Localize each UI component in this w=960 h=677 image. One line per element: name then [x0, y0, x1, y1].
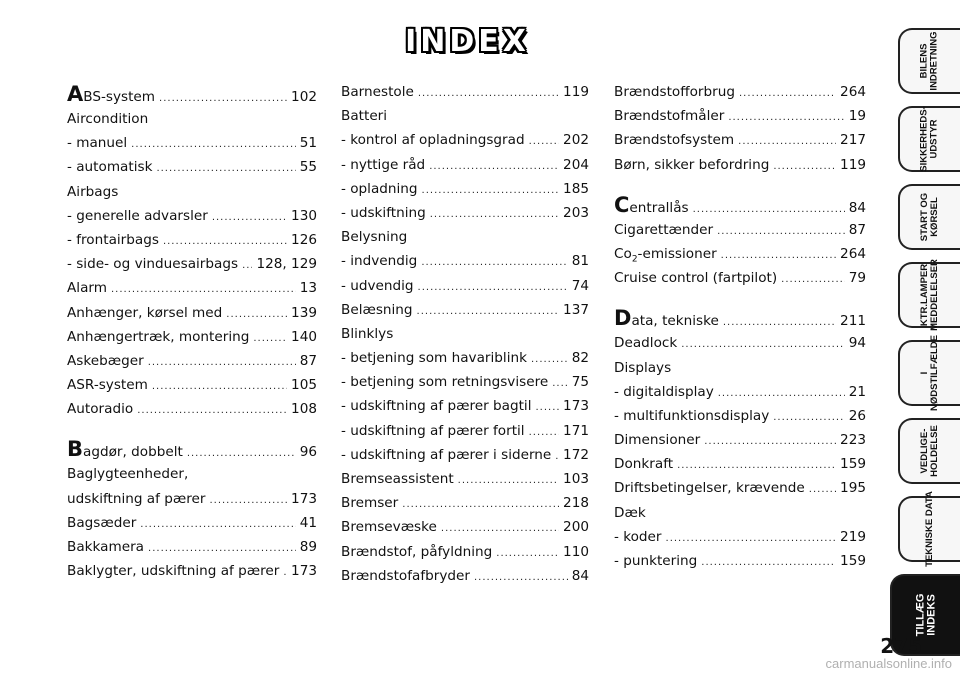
leader-dots — [422, 185, 560, 196]
index-entry-page: 159 — [840, 553, 866, 569]
index-entry-label: Brændstofsystem — [614, 132, 735, 149]
index-entry — [67, 539, 317, 563]
index-entry-label: - generelle advarsler — [67, 207, 208, 224]
leader-dots — [681, 339, 844, 350]
index-entry — [614, 432, 866, 456]
index-entry-page: 87 — [848, 221, 866, 238]
index-entry-label: - nyttige råd — [341, 156, 426, 173]
index-entry-label: Brændstofmåler — [614, 108, 725, 125]
index-entry-label: Belysning — [341, 229, 408, 246]
leader-dots — [738, 136, 836, 147]
index-entry-label: Børn, sikker befordring — [614, 156, 770, 173]
index-entry-label: - automatisk — [67, 159, 153, 176]
index-entry-label: - kontrol af opladningsgrad — [341, 132, 525, 149]
index-entry — [614, 270, 866, 294]
index-entry — [614, 222, 866, 246]
index-entry-page: 103 — [563, 471, 589, 487]
index-entry-label: - udskiftning — [341, 204, 426, 221]
leader-dots — [417, 306, 560, 317]
index-entry — [341, 326, 589, 350]
leader-dots — [474, 572, 568, 583]
index-entry — [614, 192, 866, 222]
index-entry-label: - digitaldisplay — [614, 383, 714, 400]
leader-dots — [704, 436, 836, 447]
index-entry-label: Anhænger, kørsel med — [67, 304, 223, 321]
index-entry — [341, 278, 589, 302]
leader-dots — [693, 204, 845, 215]
leader-dots — [552, 378, 567, 389]
index-entry-page: 218 — [563, 495, 589, 512]
index-entry-label: - punktering — [614, 553, 698, 569]
index-entry-page: 223 — [840, 432, 866, 449]
index-entry-label: udskiftning af pærer — [67, 490, 206, 507]
index-entry — [614, 132, 866, 156]
index-entry-label: Baklygter, udskiftning af pærer — [67, 563, 280, 580]
index-entry — [67, 305, 317, 329]
tab-label: VEDLIGE- HOLDELSE — [918, 425, 940, 477]
index-entry-page: 26 — [848, 407, 866, 424]
index-entry — [614, 360, 866, 384]
index-entry-page: 171 — [563, 422, 589, 439]
index-entry-label: - betjening som retningsvisere — [341, 374, 549, 391]
index-entry-label: Donkraft — [614, 456, 674, 473]
index-entry-page: 87 — [299, 352, 317, 369]
index-column-3 — [614, 84, 866, 577]
index-entry — [67, 563, 317, 587]
index-entry — [614, 84, 866, 108]
leader-dots — [209, 495, 287, 506]
index-entry — [614, 553, 866, 577]
index-entry-label: - udvendig — [341, 277, 414, 294]
tab-label: SIKKERHEDS- UDSTYR — [919, 106, 941, 172]
index-entry-label: Belæsning — [341, 301, 413, 318]
index-entry-label: - indvendig — [341, 253, 418, 270]
index-entry-page: 75 — [571, 374, 589, 391]
tab-kontrollamper[interactable] — [898, 259, 960, 331]
index-entry-label: Baglygteenheder, — [67, 466, 189, 483]
leader-dots — [159, 93, 287, 104]
leader-dots — [458, 475, 559, 486]
index-entry-page: 173 — [291, 490, 317, 507]
leader-dots — [148, 357, 296, 368]
leader-dots — [781, 274, 845, 285]
index-entry-label: Alarm — [67, 280, 107, 297]
index-entry — [341, 398, 589, 422]
leader-dots — [529, 427, 559, 438]
index-entry-label: - udskiftning af pærer i siderne — [341, 446, 552, 463]
tab-label: BILENS INDRETNING — [919, 31, 940, 91]
index-entry-label: Brændstofforbrug — [614, 84, 735, 100]
leader-dots — [242, 260, 252, 271]
index-entry — [341, 374, 589, 398]
leader-dots — [226, 309, 287, 320]
index-entry — [341, 519, 589, 543]
section-initial: A — [67, 82, 84, 106]
index-entry — [67, 184, 317, 208]
leader-dots — [721, 250, 836, 261]
leader-dots — [421, 257, 567, 268]
leader-dots — [739, 88, 836, 99]
index-entry-label: Brændstof, påfyldning — [341, 543, 493, 560]
leader-dots — [402, 499, 559, 510]
leader-dots — [187, 448, 296, 459]
index-entry — [67, 256, 317, 280]
index-entry — [67, 515, 317, 539]
tab-label: TEKNISKE DATA — [924, 491, 935, 567]
index-entry-label: Airbags — [67, 183, 119, 200]
index-entry-page: 195 — [840, 480, 866, 497]
index-entry — [614, 505, 866, 529]
index-entry — [341, 568, 589, 592]
tab-vedligeholdelse[interactable] — [898, 418, 960, 484]
index-entry-page: 51 — [299, 135, 317, 152]
leader-dots — [148, 543, 296, 554]
index-entry-page: 84 — [571, 567, 589, 584]
leader-dots — [555, 451, 559, 462]
index-entry-page: 140 — [291, 328, 317, 345]
index-entry — [341, 423, 589, 447]
leader-dots — [418, 88, 559, 99]
index-entry-page: 264 — [840, 245, 866, 262]
index-entry — [67, 280, 317, 304]
leader-dots — [253, 333, 287, 344]
leader-dots — [773, 412, 844, 423]
index-entry — [614, 384, 866, 408]
index-entry — [614, 480, 866, 504]
section-gap — [614, 294, 866, 308]
page-number: 275 — [880, 634, 922, 658]
index-entry-page: 130 — [291, 207, 317, 224]
index-entry-page: 159 — [840, 456, 866, 473]
section-gap — [614, 181, 866, 195]
leader-dots — [429, 161, 559, 172]
index-entry — [67, 159, 317, 183]
index-entry — [341, 253, 589, 277]
index-entry-page: 126 — [291, 231, 317, 248]
index-column-2 — [341, 84, 589, 592]
index-entry-page: 264 — [840, 84, 866, 100]
leader-dots — [441, 523, 559, 534]
index-entry — [341, 205, 589, 229]
index-entry-label: - udskiftning af pærer fortil — [341, 422, 525, 439]
index-entry-page: 13 — [299, 280, 317, 297]
index-entry — [614, 529, 866, 553]
index-entry — [614, 456, 866, 480]
index-entry-label: Driftsbetingelser, krævende — [614, 480, 805, 497]
index-entry-label: Cruise control (fartpilot) — [614, 270, 778, 287]
index-entry-page: 119 — [563, 84, 589, 100]
leader-dots — [283, 567, 287, 578]
tab-label: I NØDSTILFÆLDE — [919, 335, 940, 411]
index-entry — [341, 495, 589, 519]
index-entry-page: 81 — [571, 253, 589, 270]
index-entry-page: 55 — [299, 159, 317, 176]
tab-start-og-korsel[interactable] — [898, 184, 960, 250]
index-entry-page: 84 — [848, 199, 866, 216]
index-entry-page: 21 — [848, 383, 866, 400]
index-entry-label: Cigarettænder — [614, 221, 714, 238]
index-entry — [67, 232, 317, 256]
index-entry-page: 200 — [563, 519, 589, 536]
leader-dots — [156, 163, 295, 174]
index-entry — [614, 335, 866, 359]
index-entry-label: Bremsevæske — [341, 519, 437, 536]
leader-dots — [666, 533, 837, 544]
index-entry — [67, 135, 317, 159]
index-entry — [67, 466, 317, 490]
index-entry — [341, 544, 589, 568]
index-entry — [614, 157, 866, 181]
tab-label: START OG KØRSEL — [918, 192, 940, 242]
leader-dots — [677, 460, 836, 471]
index-entry-label: Batteri — [341, 108, 388, 125]
leader-dots — [717, 226, 845, 237]
chapter-tabs — [898, 28, 960, 668]
index-entry-page: 94 — [848, 335, 866, 352]
index-entry-page: 82 — [571, 350, 589, 367]
index-entry-page: 41 — [299, 514, 317, 531]
leader-dots — [531, 354, 568, 365]
index-entry-label: Brændstofafbryder — [341, 567, 470, 584]
index-entry — [341, 229, 589, 253]
leader-dots — [496, 548, 559, 559]
index-entry — [67, 84, 317, 111]
watermark: carmanualsonline.info — [825, 656, 952, 671]
index-entry-page: 137 — [563, 301, 589, 318]
index-entry-label: - frontairbags — [67, 231, 159, 248]
index-entry-page: 172 — [563, 446, 589, 463]
index-entry — [341, 157, 589, 181]
leader-dots — [418, 282, 568, 293]
index-entry-label: - multifunktionsdisplay — [614, 407, 770, 424]
index-entry-page: 173 — [563, 398, 589, 415]
tab-tekniske-data[interactable] — [898, 491, 960, 567]
index-entry-page: 139 — [291, 304, 317, 321]
index-entry — [614, 408, 866, 432]
section-initial: B — [67, 437, 84, 462]
index-entry-label: Data, tekniske — [614, 306, 719, 331]
leader-dots — [723, 317, 836, 328]
index-entry-page: 79 — [848, 270, 866, 287]
index-entry-label: Bagdør, dobbelt — [67, 437, 183, 462]
index-entry-label: ABS-system — [67, 82, 156, 106]
index-entry — [341, 471, 589, 495]
tab-label: TILLÆG INDEKS — [914, 593, 937, 637]
index-entry-label: Centrallås — [614, 192, 689, 217]
index-entry — [614, 246, 866, 270]
index-entry-label: - koder — [614, 528, 662, 545]
index-entry — [341, 181, 589, 205]
tab-bilens-indretning[interactable] — [898, 28, 960, 94]
index-entry-label: Aircondition — [67, 111, 149, 127]
index-entry — [67, 401, 317, 425]
leader-dots — [152, 381, 287, 392]
section-initial: C — [614, 192, 630, 217]
index-entry-page: 110 — [563, 543, 589, 560]
leader-dots — [163, 236, 287, 247]
index-entry — [67, 353, 317, 377]
index-entry — [67, 439, 317, 466]
leader-dots — [809, 484, 836, 495]
leader-dots — [131, 139, 296, 150]
index-entry-page: 89 — [299, 539, 317, 555]
index-entry-label: - opladning — [341, 180, 418, 197]
index-entry-label: - manuel — [67, 135, 128, 152]
index-entry-page: 105 — [291, 377, 317, 394]
index-entry-page: 204 — [563, 156, 589, 173]
index-entry-page: 202 — [563, 132, 589, 149]
index-entry-label: Autoradio — [67, 401, 134, 418]
index-entry — [67, 491, 317, 515]
index-entry-label: Bagsæder — [67, 514, 137, 531]
index-entry-label: Displays — [614, 359, 672, 376]
leader-dots — [212, 212, 287, 223]
index-entry-label: Dimensioner — [614, 432, 701, 449]
index-entry — [341, 302, 589, 326]
index-entry — [67, 208, 317, 232]
index-entry — [341, 108, 589, 132]
index-entry — [67, 329, 317, 353]
index-entry-page: 219 — [840, 528, 866, 545]
index-entry — [614, 308, 866, 335]
index-entry-page: 102 — [291, 89, 317, 105]
index-entry-label: Askebæger — [67, 352, 144, 369]
index-entry-label: ASR-system — [67, 377, 148, 394]
index-entry — [67, 111, 317, 135]
leader-dots — [529, 136, 559, 147]
tab-sikkerhedsudstyr[interactable] — [898, 106, 960, 172]
section-initial: D — [614, 306, 632, 331]
index-entry-label: $Co_2$-emissioner — [614, 245, 717, 265]
section-gap — [67, 425, 317, 439]
index-entry-page: 203 — [563, 204, 589, 221]
leader-dots — [430, 209, 559, 220]
index-entry-label: Bakkamera — [67, 539, 145, 555]
leader-dots — [718, 388, 845, 399]
leader-dots — [701, 557, 836, 568]
index-entry-page: 19 — [848, 108, 866, 125]
index-entry — [341, 447, 589, 471]
index-entry-label: Blinklys — [341, 325, 394, 342]
leader-dots — [728, 112, 844, 123]
index-entry-page: 74 — [571, 277, 589, 294]
tab-label: KTR.LAMPER MEDDELELSER — [919, 259, 941, 331]
page-title: INDEX — [405, 24, 530, 59]
index-entry-label: Bremser — [341, 495, 399, 512]
index-entry-page: 119 — [840, 156, 866, 173]
index-entry-page: 108 — [291, 401, 317, 418]
index-entry-label: Barnestole — [341, 84, 414, 100]
index-entry-page: 96 — [299, 444, 317, 461]
index-entry-label: Bremseassistent — [341, 471, 454, 487]
index-entry-label: - udskiftning af pærer bagtil — [341, 398, 532, 415]
index-entry-label: Deadlock — [614, 335, 678, 352]
index-entry — [341, 84, 589, 108]
leader-dots — [140, 519, 295, 530]
index-entry-page: 211 — [840, 313, 866, 330]
index-entry — [614, 108, 866, 132]
leader-dots — [111, 284, 296, 295]
index-entry-page: 128, 129 — [256, 256, 317, 273]
index-entry-label: - side- og vinduesairbags — [67, 256, 239, 273]
index-column-1 — [67, 84, 317, 587]
index-entry-label: - betjening som havariblink — [341, 350, 527, 367]
index-entry-label: Dæk — [614, 504, 646, 521]
leader-dots — [137, 405, 287, 416]
index-entry — [341, 350, 589, 374]
leader-dots — [536, 402, 560, 413]
index-entry-page: 217 — [840, 132, 866, 149]
index-entry — [341, 132, 589, 156]
tab-i-nodstilfaelde[interactable] — [898, 335, 960, 411]
index-entry-page: 185 — [563, 180, 589, 197]
leader-dots — [773, 161, 836, 172]
index-entry-label: Anhængertræk, montering — [67, 328, 250, 345]
index-entry — [67, 377, 317, 401]
index-entry-page: 173 — [291, 563, 317, 580]
